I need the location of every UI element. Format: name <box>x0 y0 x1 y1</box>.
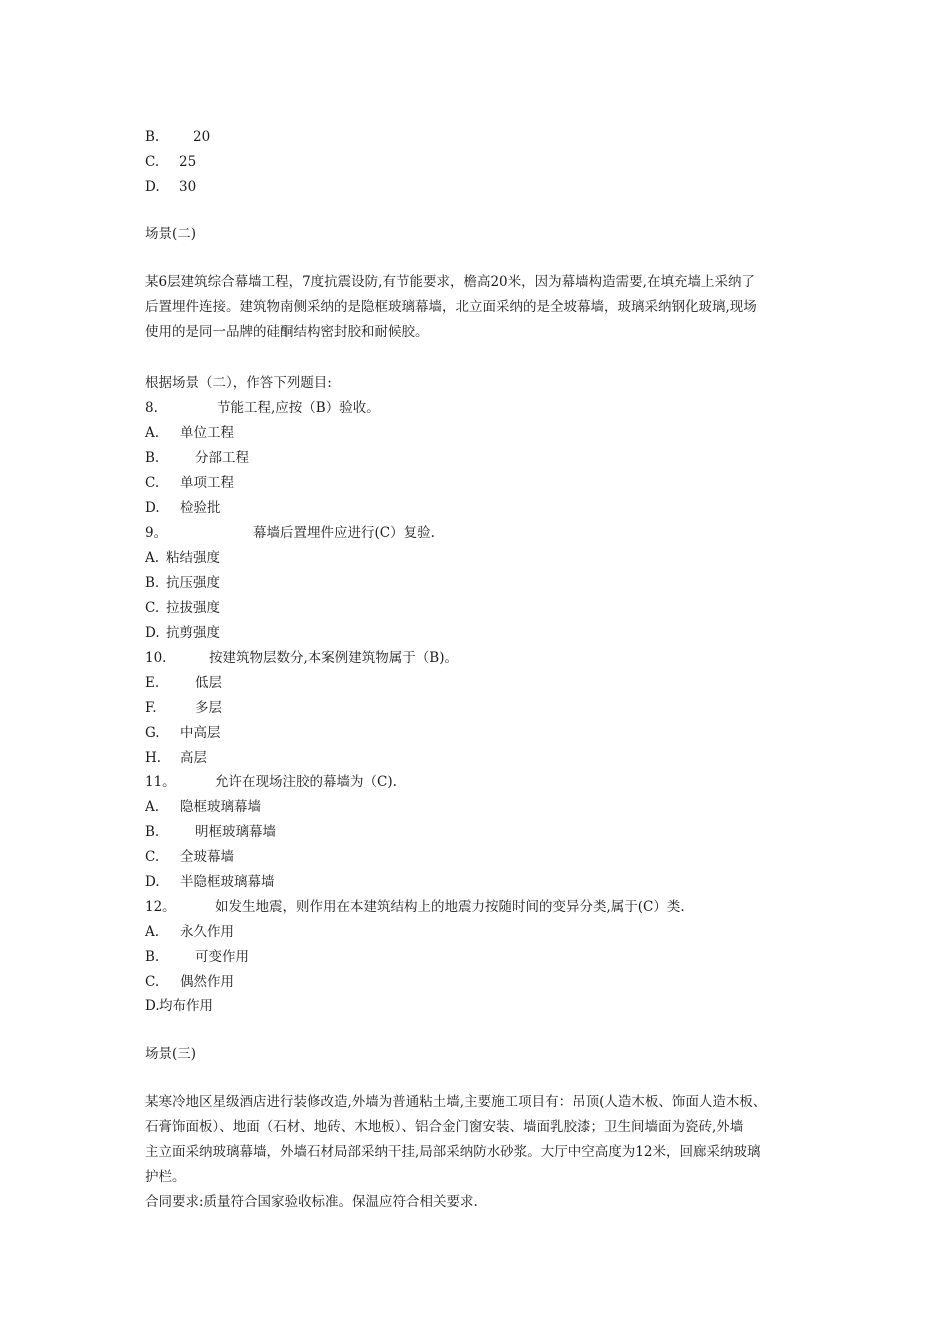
question-text: 按建筑物层数分,本案例建筑物属于（B)。 <box>209 650 458 666</box>
scene3-paragraph <box>145 1090 810 1190</box>
question-12-option-c: C. 偶然作用 <box>145 974 234 990</box>
scene3-title: 场景(三) <box>145 1046 197 1062</box>
question-10-option-e: E. 低层 <box>145 675 222 691</box>
question-number: 10. <box>145 650 167 666</box>
question-12-option-a: A. 永久作用 <box>145 924 234 940</box>
prev-option-d: D. 30 <box>145 179 197 195</box>
question-text: 幕墙后置埋件应进行(C）复验. <box>253 525 435 541</box>
scene2-paragraph <box>145 270 810 345</box>
scene2-paragraph-line: 使用的是同一品牌的硅酮结构密封胶和耐候胶。 <box>145 324 429 340</box>
scene2-paragraph-line: 某6层建筑综合幕墙工程，7度抗震设防,有节能要求，檐高20米，因为幕墙构造需要,在填充墙上采纳了 <box>145 274 755 290</box>
scene2-title: 场景(二) <box>145 226 197 242</box>
question-12-option-d: D.均布作用 <box>145 998 213 1014</box>
question-10-option-h: H. 高层 <box>145 750 207 766</box>
question-9-option-c: C. 拉拔强度 <box>145 600 220 616</box>
question-8-option-d: D. 检验批 <box>145 500 221 516</box>
prev-option-c: C. 25 <box>145 154 197 170</box>
question-10 <box>145 648 458 668</box>
scene3-paragraph-line: 主立面采纳玻璃幕墙，外墙石材局部采纳干挂,局部采纳防水砂浆。大厅中空高度为12米，回廊采纳玻璃 <box>145 1144 761 1160</box>
question-11-option-d: D. 半隐框玻璃幕墙 <box>145 874 275 890</box>
question-10-option-f: F. 多层 <box>145 700 222 716</box>
question-number: 9。 <box>145 525 168 541</box>
question-8-option-b: B. 分部工程 <box>145 450 249 466</box>
question-9-option-d: D. 抗剪强度 <box>145 625 220 641</box>
scene3-paragraph-line: 护栏。 <box>145 1169 186 1185</box>
question-12 <box>145 897 685 917</box>
question-text: 允许在现场注胶的幕墙为（C). <box>215 774 397 790</box>
question-9 <box>145 523 435 543</box>
question-text: 节能工程,应按（B）验收。 <box>217 400 380 416</box>
scene3-contract-requirement: 合同要求:质量符合国家验收标准。保温应符合相关要求. <box>145 1194 478 1210</box>
question-11 <box>145 772 397 792</box>
question-number: 12。 <box>145 899 176 915</box>
scene2-paragraph-line: 后置埋件连接。建筑物南侧采纳的是隐框玻璃幕墙，北立面采纳的是全坡幕墙，玻璃采纳钢化玻璃,现场 <box>145 299 757 315</box>
question-number: 8. <box>145 400 158 416</box>
scene3-paragraph-line: 石膏饰面板）、地面（石材、地砖、木地板）、铝合金门窗安装、墙面乳胶漆；卫生间墙面为瓷砖,外墙 <box>145 1119 744 1135</box>
question-9-option-a: A. 粘结强度 <box>145 550 220 566</box>
question-number: 11。 <box>145 774 176 790</box>
question-10-option-g: G. 中高层 <box>145 725 221 741</box>
question-8-option-c: C. 单项工程 <box>145 475 234 491</box>
question-11-option-b: B. 明框玻璃幕墙 <box>145 824 276 840</box>
question-9-option-b: B. 抗压强度 <box>145 575 220 591</box>
question-11-option-a: A. 隐框玻璃幕墙 <box>145 799 261 815</box>
question-11-option-c: C. 全玻幕墙 <box>145 849 234 865</box>
scene3-paragraph-line: 某寒冷地区星级酒店进行装修改造,外墙为普通粘土墙,主要施工项目有：吊顶(人造木板、饰面人造木板、 <box>145 1094 767 1110</box>
question-8 <box>145 398 380 418</box>
scene2-instruction: 根据场景（二），作答下列题目: <box>145 375 332 391</box>
prev-option-b: B. 20 <box>145 129 211 145</box>
question-12-option-b: B. 可变作用 <box>145 949 249 965</box>
question-text: 如发生地震，则作用在本建筑结构上的地震力按随时间的变异分类,属于(C）类. <box>215 899 685 915</box>
question-8-option-a: A. 单位工程 <box>145 425 234 441</box>
